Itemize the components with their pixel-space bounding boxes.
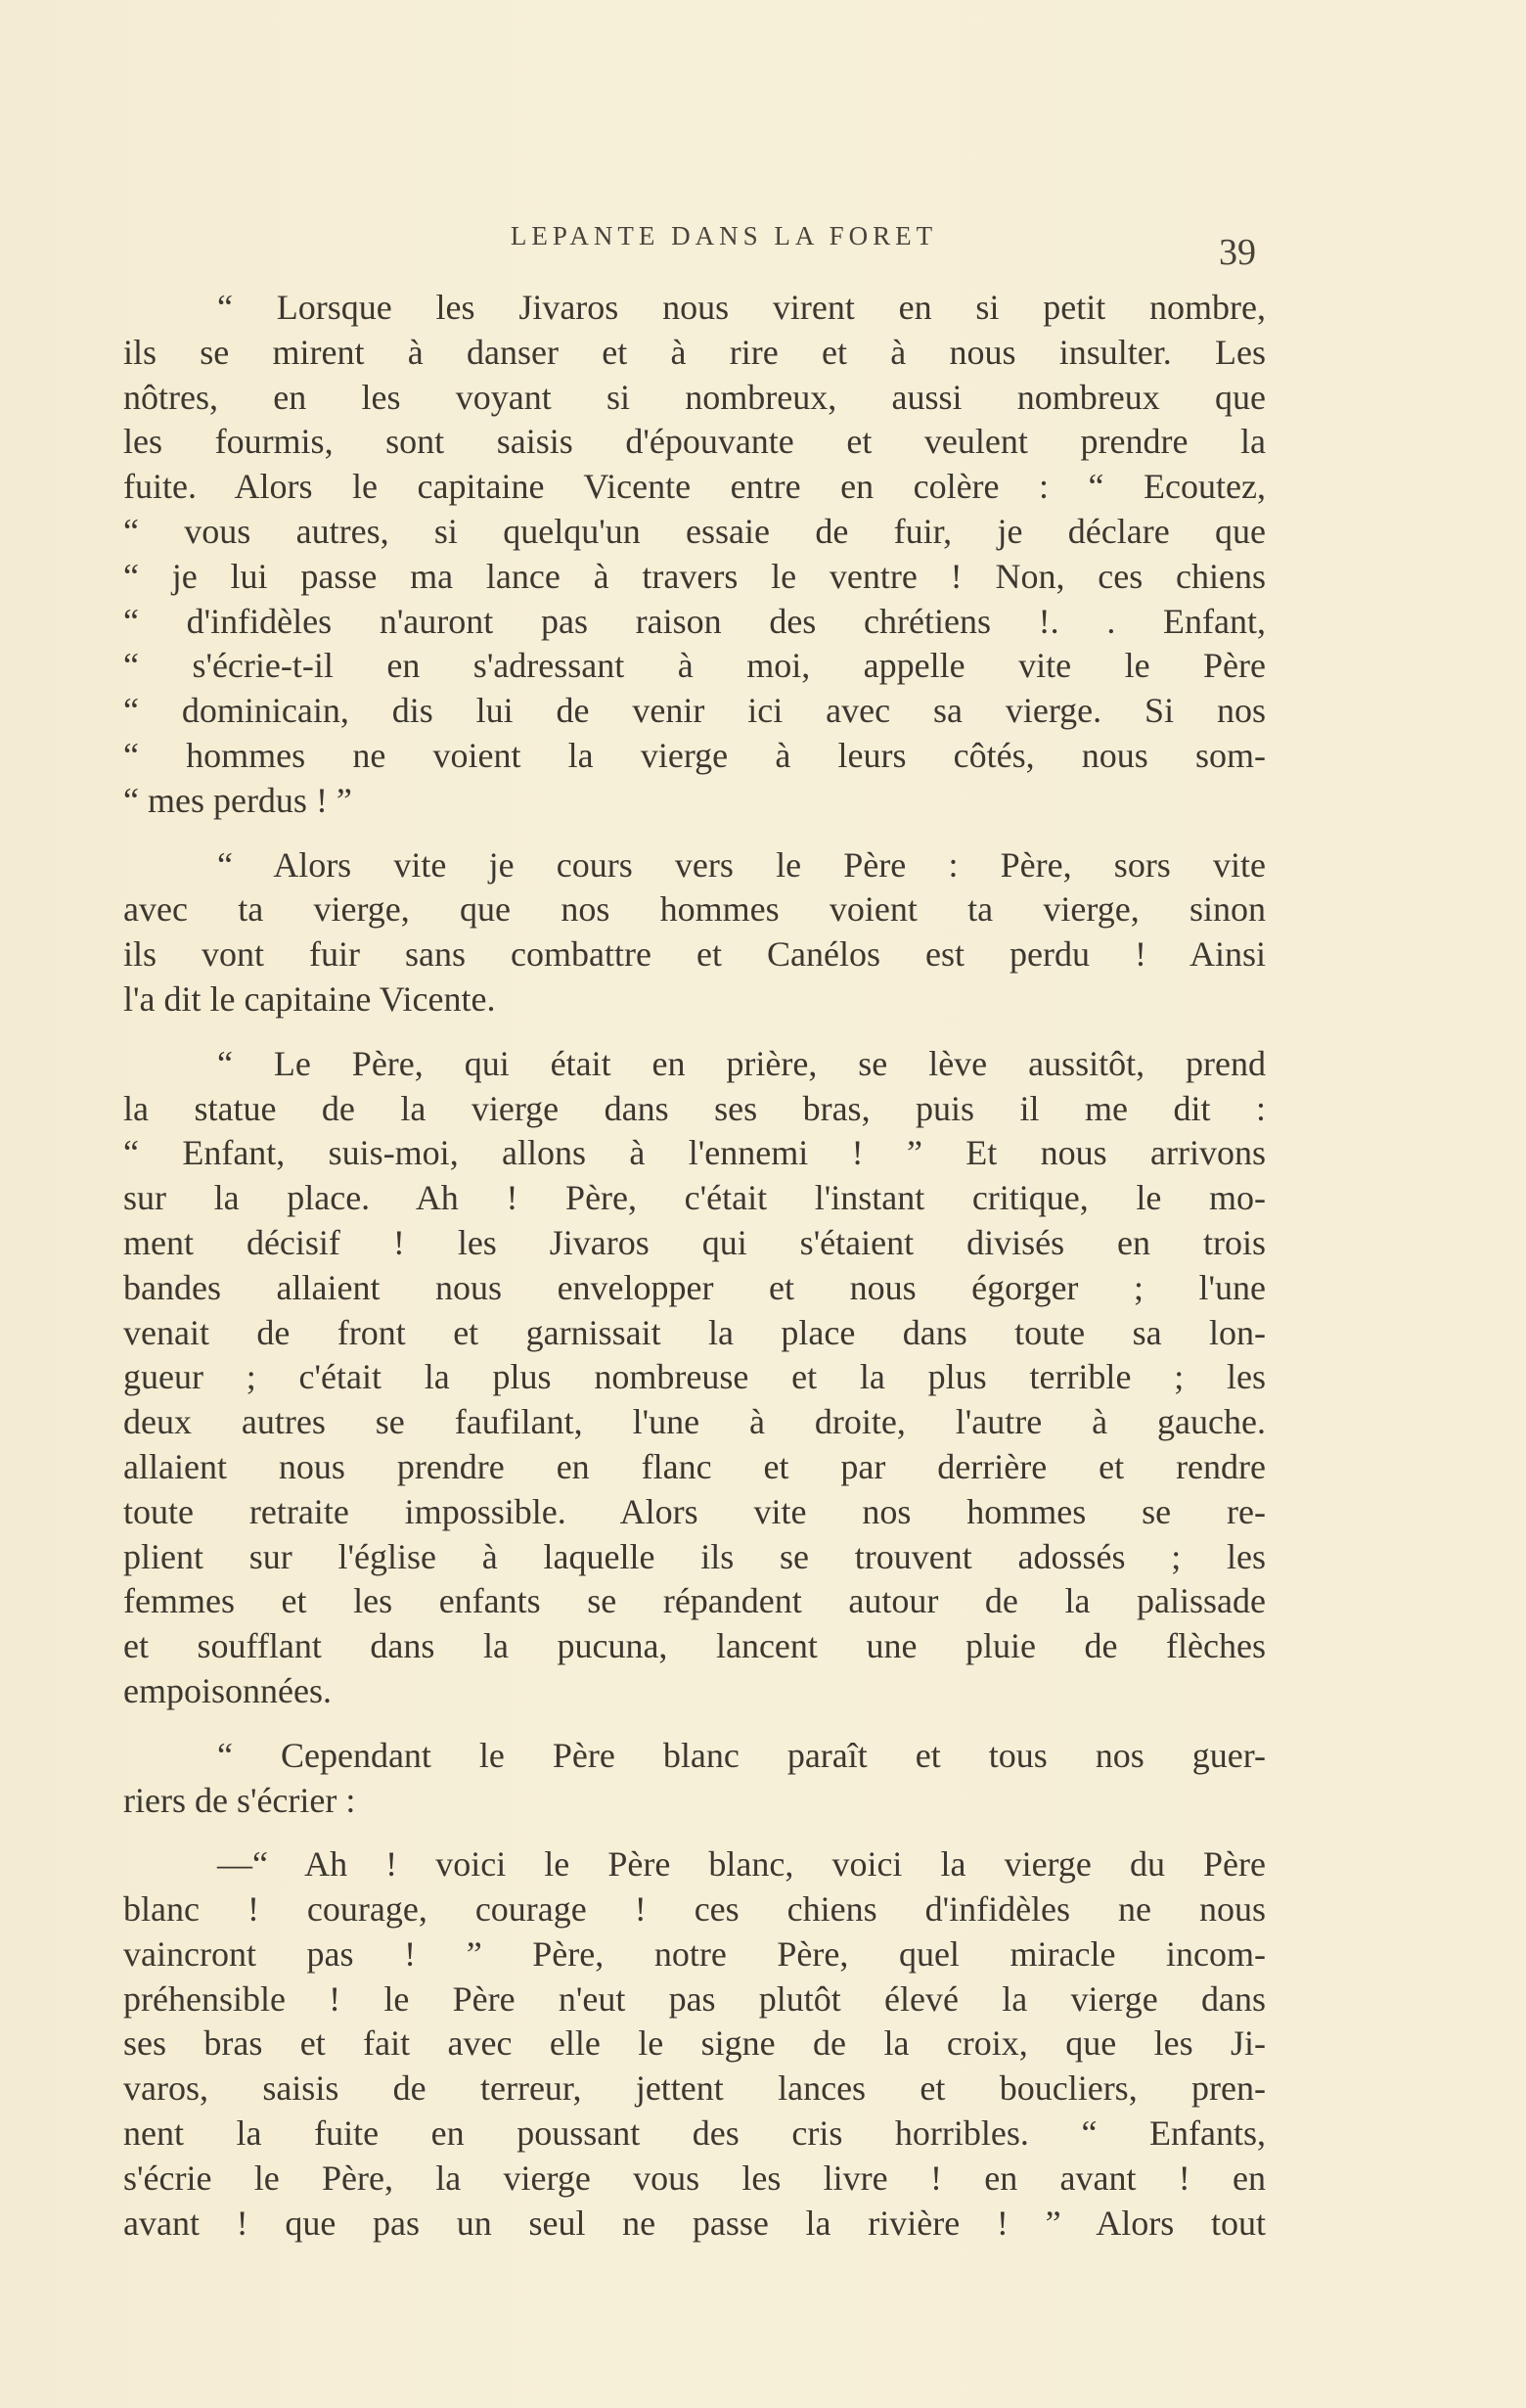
- text-line: préhensible ! le Père n'eut pas plutôt élevé la vierge dans: [123, 1978, 1266, 2019]
- text-line: nôtres, en les voyant si nombreux, aussi nombreux que: [123, 377, 1266, 417]
- text-line: “ hommes ne voient la vierge à leurs côtés, nous som-: [123, 735, 1266, 775]
- text-line: “ d'infidèles n'auront pas raison des chrétiens !. . Enfant,: [123, 601, 1266, 641]
- text-line: fuite. Alors le capitaine Vicente entre en colère : “ Ecoutez,: [123, 467, 1266, 507]
- text-line: ses bras et fait avec elle le signe de la croix, que les Ji-: [123, 2023, 1266, 2064]
- text-line: ment décisif ! les Jivaros qui s'étaient divisés en trois: [123, 1222, 1266, 1262]
- text-line: “ mes perdus ! ”: [123, 780, 352, 820]
- text-line: la statue de la vierge dans ses bras, puis il me dit :: [123, 1088, 1266, 1128]
- text-line: “ Lorsque les Jivaros nous virent en si petit nombre,: [217, 288, 1266, 327]
- text-line: “ s'écrie-t-il en s'adressant à moi, appelle vite le Père: [123, 646, 1266, 686]
- text-line: bandes allaient nous envelopper et nous égorger ; l'une: [123, 1267, 1266, 1307]
- text-line: avant ! que pas un seul ne passe la rivière ! ” Alors tout: [123, 2203, 1266, 2243]
- text-line: gueur ; c'était la plus nombreuse et la plus terrible ; les: [123, 1357, 1266, 1397]
- text-line: “ Cependant le Père blanc paraît et tous nos guer-: [217, 1735, 1266, 1775]
- text-line: venait de front et garnissait la place dans toute sa lon-: [123, 1312, 1266, 1352]
- text-line: plient sur l'église à laquelle ils se trouvent adossés ; les: [123, 1536, 1266, 1576]
- running-head: LEPANTE DANS LA FORET: [510, 221, 938, 250]
- text-line: et soufflant dans la pucuna, lancent une pluie de flèches: [123, 1626, 1266, 1666]
- text-line: femmes et les enfants se répandent autour de la palissade: [123, 1581, 1266, 1621]
- text-line: riers de s'écrier :: [123, 1780, 356, 1820]
- text-line: “ je lui passe ma lance à travers le ventre ! Non, ces chiens: [123, 556, 1266, 596]
- text-line: sur la place. Ah ! Père, c'était l'instant critique, le mo-: [123, 1178, 1266, 1218]
- text-line: avec ta vierge, que nos hommes voient ta vierge, sinon: [123, 889, 1266, 930]
- text-line: varos, saisis de terreur, jettent lances et boucliers, pren-: [123, 2068, 1266, 2109]
- text-line: les fourmis, sont saisis d'épouvante et veulent prendre la: [123, 422, 1266, 462]
- text-line: ils se mirent à danser et à rire et à nous insulter. Les: [123, 332, 1266, 372]
- text-line: nent la fuite en poussant des cris horribles. “ Enfants,: [123, 2113, 1266, 2154]
- text-line: “ Alors vite je cours vers le Père : Père, sors vite: [217, 844, 1266, 885]
- text-line: allaient nous prendre en flanc et par derrière et rendre: [123, 1446, 1266, 1486]
- text-line: empoisonnées.: [123, 1670, 332, 1710]
- text-line: “ vous autres, si quelqu'un essaie de fuir, je déclare que: [123, 511, 1266, 551]
- text-line: l'a dit le capitaine Vicente.: [123, 978, 496, 1019]
- text-line: blanc ! courage, courage ! ces chiens d'infidèles ne nous: [123, 1889, 1266, 1930]
- text-line: “ Enfant, suis-moi, allons à l'ennemi ! ” Et nous arrivons: [123, 1133, 1266, 1173]
- text-line: —“ Ah ! voici le Père blanc, voici la vierge du Père: [217, 1844, 1266, 1885]
- text-line: deux autres se faufilant, l'une à droite, l'autre à gauche.: [123, 1402, 1266, 1442]
- text-line: s'écrie le Père, la vierge vous les livre ! en avant ! en: [123, 2158, 1266, 2198]
- text-line: “ Le Père, qui était en prière, se lève aussitôt, prend: [217, 1043, 1266, 1083]
- text-line: toute retraite impossible. Alors vite nos hommes se re-: [123, 1491, 1266, 1531]
- text-line: ils vont fuir sans combattre et Canélos est perdu ! Ainsi: [123, 934, 1266, 975]
- text-line: “ dominicain, dis lui de venir ici avec sa vierge. Si nos: [123, 691, 1266, 731]
- text-line: vaincront pas ! ” Père, notre Père, quel miracle incom-: [123, 1933, 1266, 1974]
- page-number: 39: [1219, 232, 1256, 273]
- body-text: [123, 286, 1266, 2246]
